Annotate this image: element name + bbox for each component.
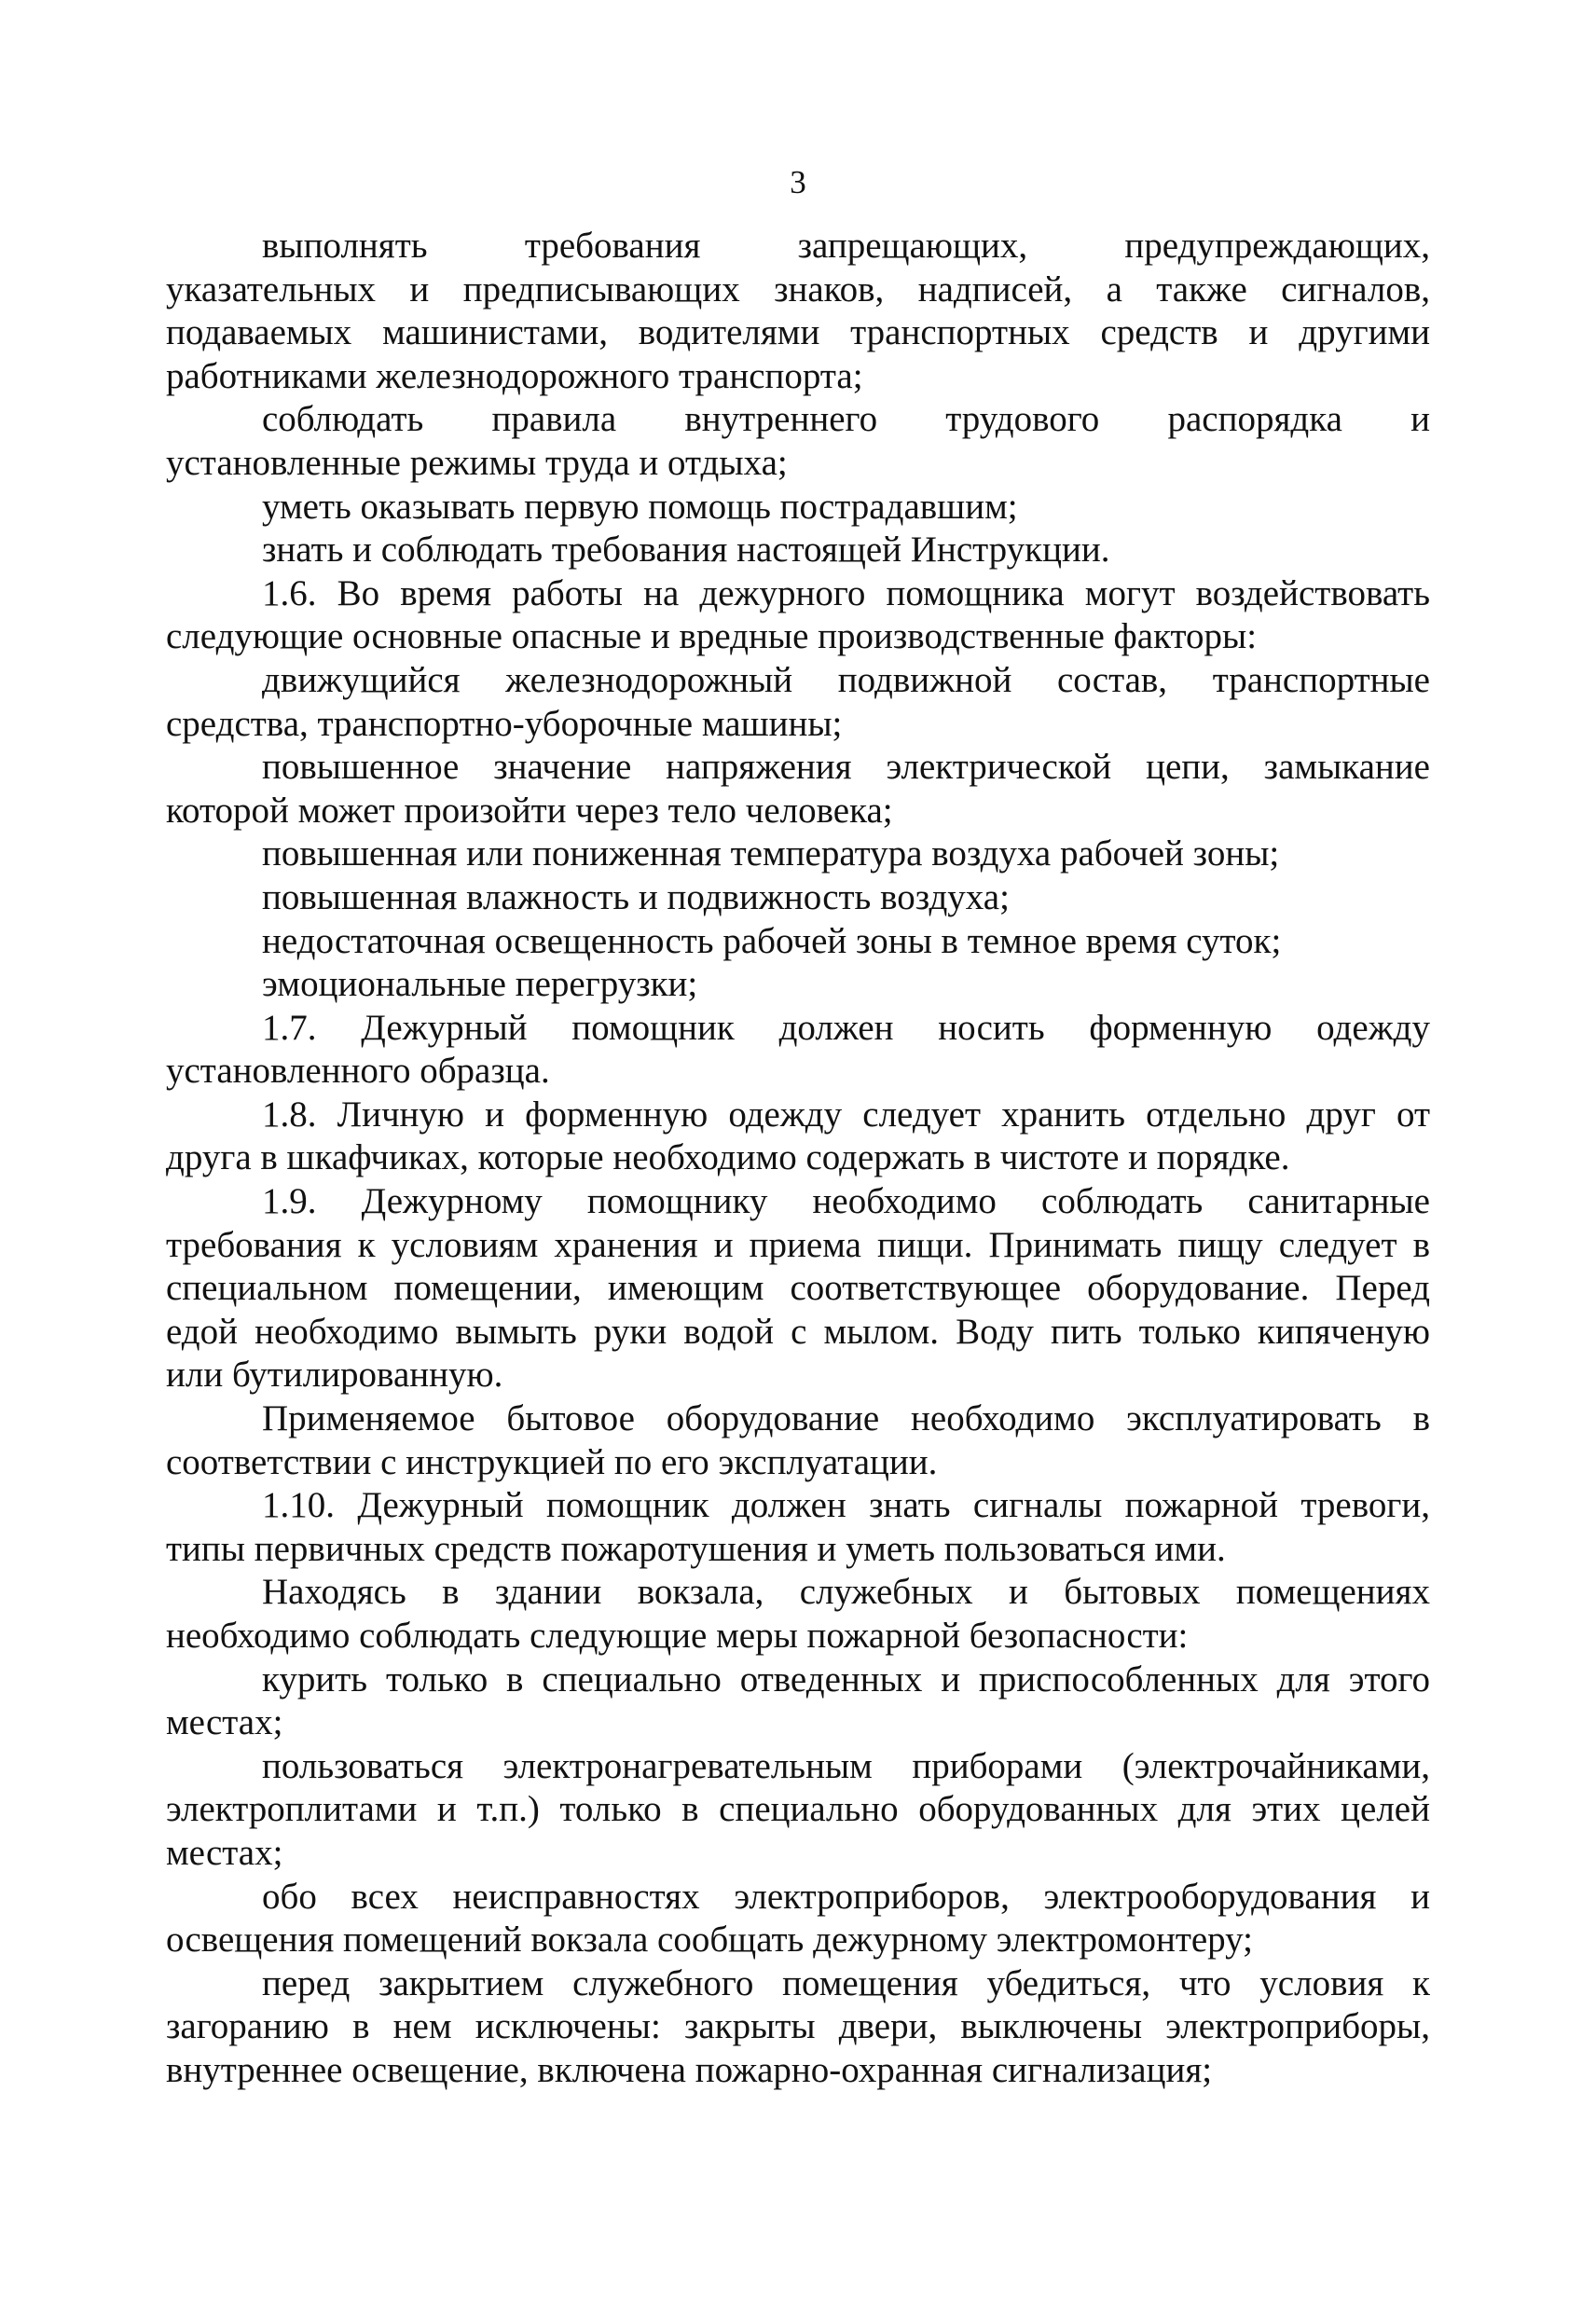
text-line: недостаточная освещенность рабочей зоны в темное время суток; xyxy=(262,920,1282,961)
page-number: 3 xyxy=(790,164,806,200)
text-line: 1.9. Дежурному помощнику необходимо соблюдать санитарные xyxy=(262,1181,1430,1222)
text-line: обо всех неисправностях электроприборов, электрооборудования и xyxy=(262,1876,1430,1917)
text-line: повышенная или пониженная температура воздуха рабочей зоны; xyxy=(262,833,1280,874)
text-line: Находясь в здании вокзала, служебных и бытовых помещениях xyxy=(262,1572,1430,1613)
text-line: электроплитами и т.п.) только в специально оборудованных для этих целей xyxy=(166,1789,1430,1830)
text-line: повышенное значение напряжения электрической цепи, замыкание xyxy=(262,747,1430,788)
text-line: 1.6. Во время работы на дежурного помощника могут воздействовать xyxy=(262,572,1430,613)
text-line: повышенная влажность и подвижность воздуха; xyxy=(262,876,1010,917)
document-body xyxy=(166,225,1430,2093)
text-line: загоранию в нем исключены: закрыты двери, выключены электроприборы, xyxy=(166,2006,1430,2047)
text-line: курить только в специально отведенных и приспособленных для этого xyxy=(262,1658,1430,1700)
text-line: друга в шкафчиках, которые необходимо содержать в чистоте и порядке. xyxy=(166,1137,1290,1178)
text-line: установленные режимы труда и отдыха; xyxy=(166,442,788,483)
text-line: соответствии с инструкцией по его эксплуатации. xyxy=(166,1441,938,1482)
text-line: типы первичных средств пожаротушения и уметь пользоваться ими. xyxy=(166,1528,1226,1569)
text-line: перед закрытием служебного помещения убедиться, что условия к xyxy=(262,1962,1430,2003)
text-line: 1.10. Дежурный помощник должен знать сигналы пожарной тревоги, xyxy=(262,1485,1430,1526)
text-line: следующие основные опасные и вредные производственные факторы: xyxy=(166,616,1258,657)
text-line: 1.7. Дежурный помощник должен носить форменную одежду xyxy=(262,1007,1430,1048)
text-line: едой необходимо вымыть руки водой с мылом. Воду пить только кипяченую xyxy=(166,1311,1430,1352)
text-line: пользоваться электронагревательным приборами (электрочайниками, xyxy=(262,1745,1430,1786)
text-line: соблюдать правила внутреннего трудового распорядка и xyxy=(262,399,1430,440)
text-line: уметь оказывать первую помощь пострадавшим; xyxy=(262,486,1018,527)
text-line: местах; xyxy=(166,1832,283,1873)
text-line: необходимо соблюдать следующие меры пожарной безопасности: xyxy=(166,1616,1189,1656)
text-line: которой может произойти через тело человека; xyxy=(166,790,893,831)
text-line: Применяемое бытовое оборудование необходимо эксплуатировать в xyxy=(262,1398,1430,1439)
text-line: внутреннее освещение, включена пожарно-охранная сигнализация; xyxy=(166,2049,1213,2090)
text-line: эмоциональные перегрузки; xyxy=(262,964,698,1005)
text-line: работниками железнодорожного транспорта; xyxy=(166,355,863,396)
text-line: установленного образца. xyxy=(166,1051,550,1092)
text-line: местах; xyxy=(166,1702,283,1743)
text-line: 1.8. Личную и форменную одежду следует хранить отдельно друг от xyxy=(262,1094,1430,1135)
text-line: выполнять требования запрещающих, предупреждающих, xyxy=(262,226,1430,266)
text-line: движущийся железнодорожный подвижной состав, транспортные xyxy=(262,659,1430,700)
text-line: знать и соблюдать требования настоящей Инструкции. xyxy=(262,530,1110,571)
text-line: средства, транспортно-уборочные машины; xyxy=(166,703,843,744)
text-line: требования к условиям хранения и приема пищи. Принимать пищу следует в xyxy=(166,1224,1430,1265)
text-line: специальном помещении, имеющим соответствующее оборудование. Перед xyxy=(166,1268,1430,1309)
text-line: указательных и предписывающих знаков, надписей, а также сигналов, xyxy=(166,268,1430,310)
text-line: подаваемых машинистами, водителями транспортных средств и другими xyxy=(166,312,1430,353)
text-line: или бутилированную. xyxy=(166,1355,503,1396)
text-line: освещения помещений вокзала сообщать дежурному электромонтеру; xyxy=(166,1920,1253,1961)
